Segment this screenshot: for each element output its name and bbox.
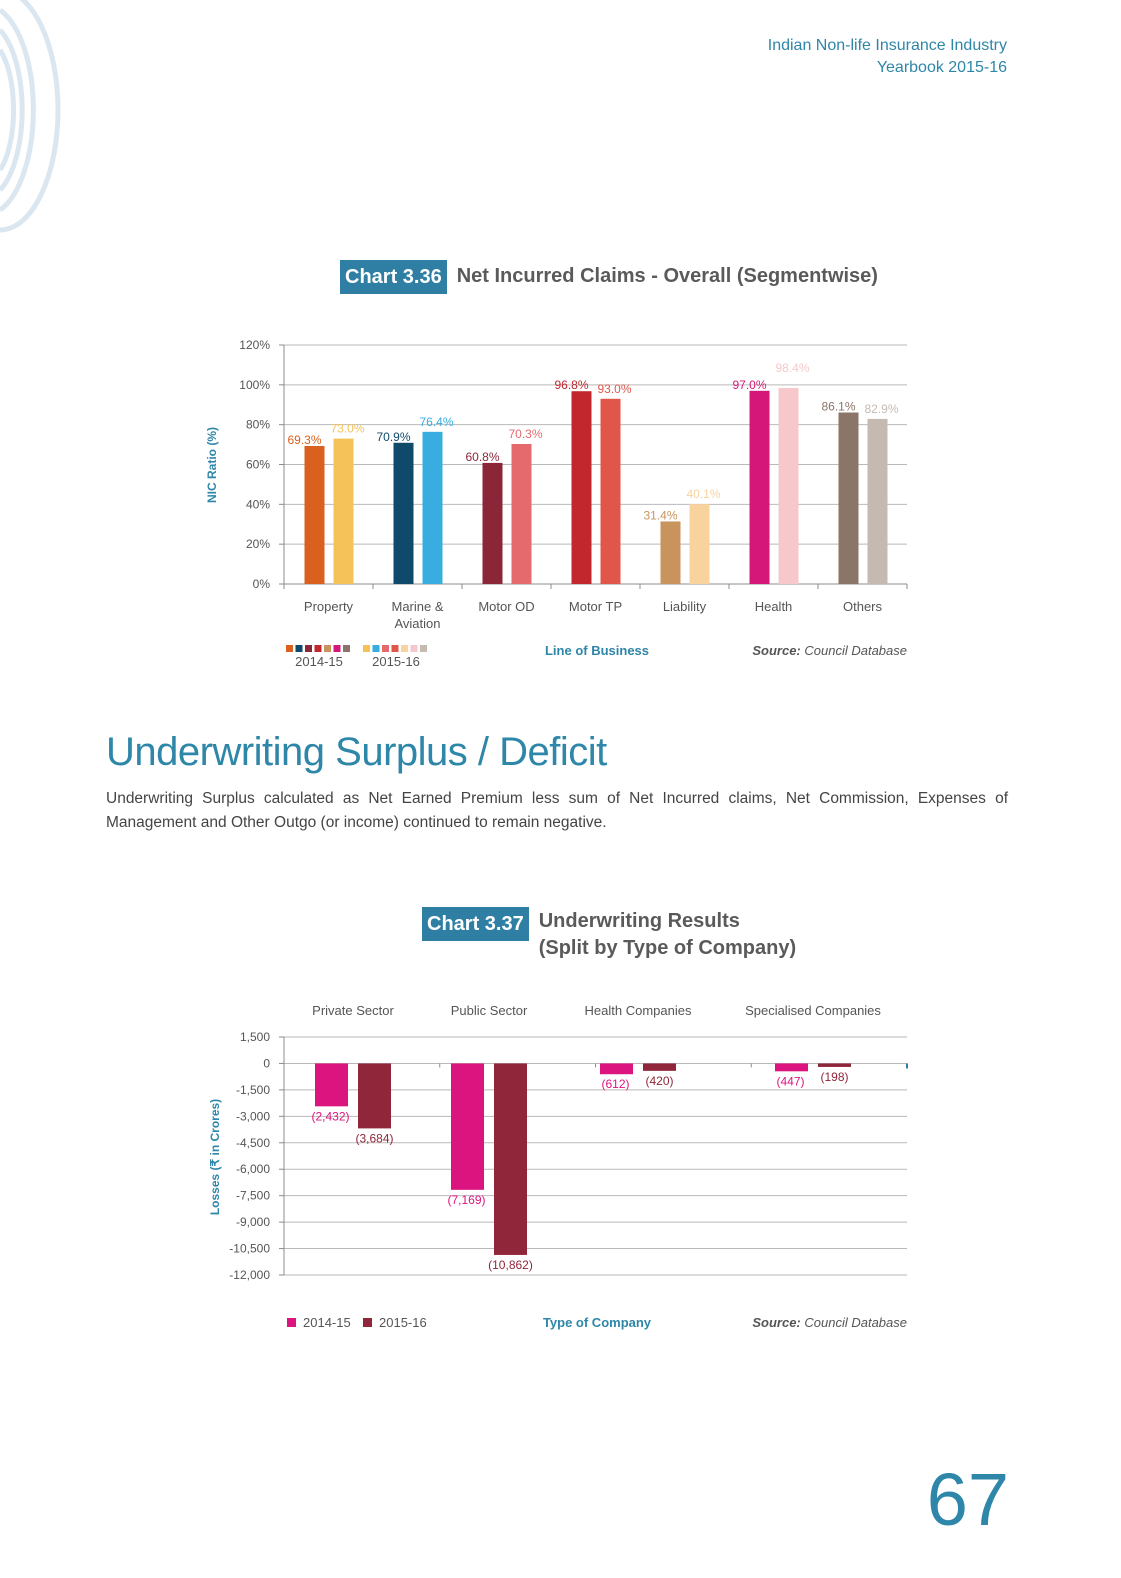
category-header: Public Sector (450, 1003, 528, 1018)
legend-swatch (382, 645, 389, 652)
chart2-title-line2: (Split by Type of Company) (538, 937, 797, 959)
underwriting-results-chart (0, 990, 1121, 1370)
legend-swatch (411, 645, 418, 652)
x-category-label: Health (754, 599, 793, 614)
legend-swatch (401, 645, 408, 652)
nic-ratio-chart (0, 320, 1121, 740)
chart2-badge: Chart 3.37 (422, 907, 529, 941)
bar-2014-15-5 (750, 391, 770, 584)
data-label: (10,862) (488, 1257, 533, 1272)
legend-swatch (305, 645, 312, 652)
data-label: 31.4% (643, 508, 678, 523)
data-label: (612) (601, 1077, 630, 1092)
data-label: 97.0% (732, 377, 767, 392)
legend-swatch (373, 645, 380, 652)
x-category-label: Motor TP (568, 599, 623, 614)
y-tick-label: 100% (239, 377, 270, 392)
bar-2014-15-3 (572, 391, 592, 584)
chart1-badge: Chart 3.36 (340, 260, 447, 294)
y-tick-label: -4,500 (235, 1135, 270, 1150)
bar-2014-15-2 (600, 1063, 633, 1074)
y-tick-label: -3,000 (235, 1109, 270, 1124)
bar-2015-16-4 (690, 504, 710, 584)
legend-swatch (420, 645, 427, 652)
bar-2014-15-0 (305, 446, 325, 584)
legend-swatch (334, 645, 341, 652)
data-label: 70.3% (508, 426, 543, 441)
y-tick-label: 0 (263, 1056, 270, 1071)
x-category-label: Property (303, 599, 354, 614)
source-note: Source: Council Database (752, 1315, 907, 1330)
x-axis-title: Line of Business (544, 643, 650, 658)
y-tick-label: 40% (245, 497, 270, 512)
data-label: 73.0% (330, 421, 365, 436)
data-label: 70.9% (376, 429, 411, 444)
legend-swatch (363, 645, 370, 652)
data-label: (447) (776, 1074, 805, 1089)
y-tick-label: -6,000 (235, 1162, 270, 1177)
bar-2015-16-1 (423, 432, 443, 584)
bar-2014-15-1 (451, 1063, 484, 1189)
y-tick-label: 120% (239, 338, 270, 352)
section-body: Underwriting Surplus calculated as Net Earned Premium less sum of Net Incurred claims, Net Commission, Expenses of Management and Other Outgo (or income) continued to remain negative. (106, 790, 1008, 831)
decorative-arcs (0, 0, 70, 240)
x-category-label: Marine & (391, 599, 444, 614)
data-label: 76.4% (419, 414, 454, 429)
bar-2015-16-2 (643, 1063, 676, 1070)
data-label: (3,684) (355, 1131, 394, 1146)
bar-2014-15-2 (483, 463, 503, 584)
page-number: 67 (926, 1458, 1009, 1541)
legend-swatch (286, 645, 293, 652)
data-label: 96.8% (554, 378, 589, 393)
chart2-title (539, 907, 796, 962)
bar-2015-16-6 (868, 419, 888, 584)
legend-label: 2015-16 (379, 1315, 427, 1330)
bar-2014-15-1 (394, 443, 414, 584)
category-header: Private Sector (312, 1003, 394, 1018)
data-label: (7,169) (447, 1192, 486, 1207)
y-tick-label: 1,500 (239, 1030, 270, 1044)
header-subtitle: Yearbook 2015-16 (876, 59, 1007, 76)
legend-label: 2014-15 (303, 1315, 351, 1330)
x-category-label: Motor OD (478, 599, 535, 614)
bar-2015-16-1 (494, 1063, 527, 1254)
legend-swatch (363, 1318, 372, 1327)
category-header: Specialised Companies (745, 1003, 881, 1018)
data-label: (420) (645, 1073, 674, 1088)
bar-2014-15-3 (775, 1063, 808, 1071)
section-title: Underwriting Surplus / Deficit (106, 730, 607, 774)
bar-2015-16-0 (358, 1063, 391, 1128)
legend-label: 2015-16 (372, 654, 420, 669)
chart1-heading (340, 260, 878, 294)
y-tick-label: -7,500 (235, 1188, 270, 1203)
chart2-title-line1: Underwriting Results (538, 910, 740, 932)
legend-swatch (315, 645, 322, 652)
category-header: Health Companies (584, 1003, 692, 1018)
y-axis-title: NIC Ratio (%) (205, 427, 219, 503)
x-category-label: Aviation (394, 616, 441, 631)
y-tick-label: -12,000 (229, 1268, 270, 1282)
legend-label: 2014-15 (295, 654, 343, 669)
bar-2014-15-4 (661, 521, 681, 584)
data-label: 40.1% (686, 487, 721, 502)
legend-swatch (324, 645, 331, 652)
data-label: 98.4% (775, 361, 810, 376)
bar-2015-16-0 (334, 439, 354, 584)
y-tick-label: -1,500 (235, 1082, 270, 1097)
page-header (768, 35, 1007, 79)
data-label: 60.8% (465, 449, 500, 464)
legend-swatch (287, 1318, 296, 1327)
y-tick-label: 80% (245, 417, 270, 432)
header-title: Indian Non-life Insurance Industry (767, 37, 1007, 54)
legend-swatch (296, 645, 303, 652)
y-axis-title: Losses (₹ in Crores) (208, 1098, 222, 1216)
x-category-label: Others (842, 599, 883, 614)
data-label: 93.0% (597, 381, 632, 396)
bar-2015-16-3 (818, 1063, 851, 1066)
y-tick-label: 60% (245, 457, 270, 472)
bar-2014-15-6 (839, 413, 859, 584)
chart1-title: Net Incurred Claims - Overall (Segmentwise) (456, 265, 878, 287)
bar-2014-15-0 (315, 1063, 348, 1106)
chart2-heading (422, 907, 796, 962)
data-label: 82.9% (864, 401, 899, 416)
legend-swatch (392, 645, 399, 652)
bar-2015-16-3 (601, 399, 621, 584)
bar-2015-16-5 (779, 388, 799, 584)
source-note: Source: Council Database (752, 643, 907, 658)
x-axis-title: Type of Company (542, 1315, 652, 1330)
y-tick-label: -10,500 (229, 1241, 270, 1256)
data-label: (2,432) (311, 1109, 350, 1124)
y-tick-label: -9,000 (235, 1215, 270, 1230)
legend-swatch (343, 645, 350, 652)
data-label: (198) (820, 1069, 849, 1084)
y-tick-label: 20% (245, 537, 270, 552)
data-label: 86.1% (821, 399, 856, 414)
y-tick-label: 0% (252, 577, 270, 591)
data-label: 69.3% (287, 432, 322, 447)
x-category-label: Liability (662, 599, 707, 614)
bar-2015-16-2 (512, 444, 532, 584)
